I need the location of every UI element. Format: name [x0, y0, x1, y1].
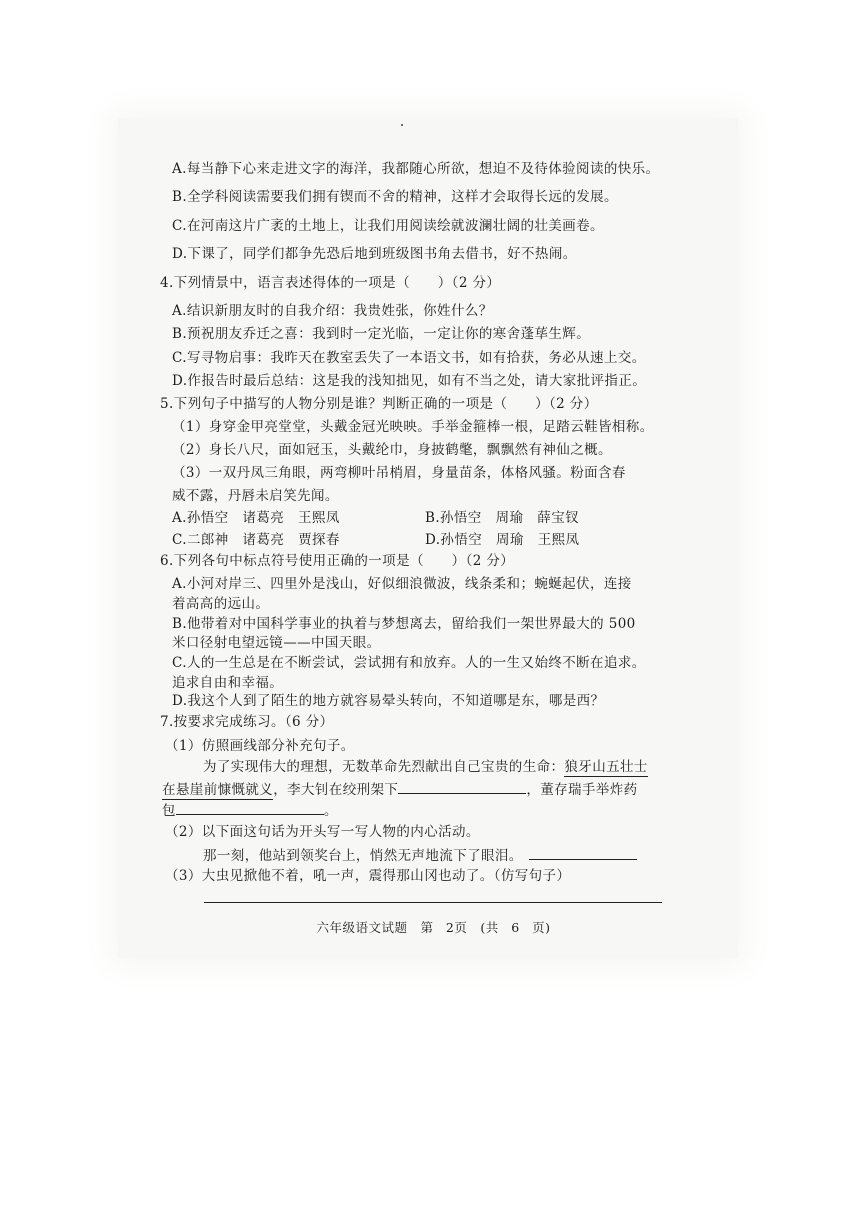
- q7-part-2-text: [203, 846, 637, 865]
- q7-part-1-text-line-3: [162, 801, 338, 820]
- q7-part-1-lead: 为了实现伟大的理想，无数革命先烈献出自己宝贵的生命：: [203, 759, 565, 775]
- q4-stem: 4.下列情景中，语言表述得体的一项是（ ）（2 分）: [160, 275, 501, 291]
- q4-option-a: A.结识新朋友时的自我介绍：我贵姓张，你姓什么？: [172, 303, 493, 319]
- q7-blank-2[interactable]: [176, 801, 324, 815]
- q5-item-3-line-1: （3）一双丹凤三角眼，两弯柳叶吊梢眉，身量苗条，体格风骚。粉面含春: [172, 465, 626, 481]
- q7-blank-1[interactable]: [398, 780, 526, 794]
- q5-option-b: B.孙悟空 周瑜 薛宝钗: [425, 510, 580, 526]
- q7-answer-line[interactable]: [204, 902, 662, 903]
- q4-option-d: D.作报告时最后总结：这是我的浅知拙见，如有不当之处，请大家批评指正。: [172, 373, 647, 389]
- q6-option-b-line-1: B.他带着对中国科学事业的执着与梦想离去，留给我们一架世界最大的 500: [172, 616, 636, 632]
- q7-part-1-dong-cunrui: ，董存瑞手举炸药: [526, 782, 638, 798]
- page-footer: 六年级语文试题 第 2页 (共 6 页): [316, 920, 551, 935]
- q6-option-a-line-2: 着高高的远山。: [172, 596, 270, 612]
- q3-option-b: B.全学科阅读需要我们拥有锲而不舍的精神，这样才会取得长远的发展。: [172, 189, 618, 205]
- q7-stem: 7.按要求完成练习。（6 分）: [160, 714, 334, 730]
- q3-option-c: C.在河南这片广袤的土地上，让我们用阅读绘就波澜壮阔的壮美画卷。: [172, 218, 604, 234]
- q7-part-1-li-dazhao: ，李大钊在绞刑架下: [273, 782, 399, 798]
- q5-item-1: （1）身穿金甲亮堂堂，头戴金冠光映映。手举金箍棒一根，足踏云鞋皆相称。: [172, 419, 654, 435]
- q4-option-b: B.预祝朋友乔迁之喜：我到时一定光临，一定让你的寒舍蓬荜生辉。: [172, 326, 591, 342]
- q6-option-a-line-1: A.小河对岸三、四里外是浅山，好似细浪微波，线条柔和；蜿蜒起伏，连接: [172, 576, 632, 592]
- q5-item-2: （2）身长八尺，面如冠玉，头戴纶巾，身披鹤氅，飘飘然有神仙之概。: [172, 442, 612, 458]
- q5-item-3-line-2: 威不露，丹唇未启笑先闻。: [172, 488, 339, 504]
- q3-option-d: D.下课了，同学们都争先恐后地到班级图书角去借书，好不热闹。: [172, 246, 577, 262]
- q5-option-c: C.二郎神 诸葛亮 贾探春: [172, 532, 340, 548]
- q6-option-d: D.我这个人到了陌生的地方就容易晕头转向，不知道哪是东，哪是西？: [172, 693, 605, 709]
- q6-stem: 6.下列各句中标点符号使用正确的一项是（ ）（2 分）: [160, 553, 515, 569]
- q7-part-2-label: （2）以下面这句话为开头写一写人物的内心活动。: [165, 824, 480, 840]
- q6-option-b-line-2: 米口径射电望远镜——中国天眼。: [172, 635, 381, 651]
- q5-option-d: D.孙悟空 周瑜 王熙凤: [425, 532, 580, 548]
- q4-option-c: C.写寻物启事：我昨天在教室丢失了一本语文书，如有拾获，务必从速上交。: [172, 350, 646, 366]
- q3-option-a: A.每当静下心来走进文字的海洋，我都随心所欲，想迫不及待体验阅读的快乐。: [172, 161, 660, 177]
- q7-part-1-text-line-2: [162, 780, 638, 799]
- scan-speck: [401, 124, 403, 126]
- q7-part-1-text-line-1: [203, 758, 648, 776]
- q6-option-c-line-1: C.人的一生总是在不断尝试，尝试拥有和放弃。人的一生又始终不断在追求。: [172, 655, 646, 671]
- q7-part-2-prompt: 那一刻，他站到领奖台上，悄然无声地流下了眼泪。: [203, 848, 523, 864]
- q7-underlined-example-2: 在悬崖前慷慨就义: [162, 782, 274, 798]
- q7-part-1-period: 。: [323, 803, 338, 819]
- q7-blank-3[interactable]: [529, 846, 637, 860]
- q7-part-1-label: （1）仿照画线部分补充句子。: [165, 738, 355, 754]
- q7-part-1-bao: 包: [162, 803, 176, 819]
- q6-option-c-line-2: 追求自由和幸福。: [172, 675, 284, 691]
- q5-stem: 5.下列句子中描写的人物分别是谁？判断正确的一项是（ ）（2 分）: [160, 396, 598, 412]
- q7-underlined-example-1: 狼牙山五壮士: [564, 759, 648, 775]
- q7-part-3-label: （3）大虫见掀他不着，吼一声，震得那山冈也动了。（仿写句子）: [165, 868, 571, 884]
- q5-option-a: A.孙悟空 诸葛亮 王熙凤: [172, 510, 340, 526]
